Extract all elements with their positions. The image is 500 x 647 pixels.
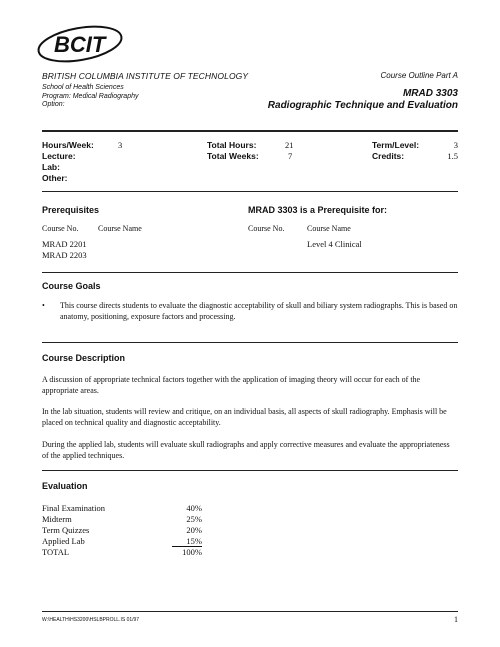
divider <box>42 342 458 343</box>
evaluation-row-item: Applied Lab <box>42 536 85 546</box>
description-paragraph: In the lab situation, students will review and critique, on an individual basis, all aspects of skull radiography. Emphasis will be placed on technical quality and diagnostic acceptability. <box>42 407 447 427</box>
total-weeks-label: Total Weeks: <box>207 151 259 161</box>
term-level-value: 3 <box>453 140 458 150</box>
evaluation-row-pct: 20% <box>186 525 202 535</box>
prereq-course-row: MRAD 2201 <box>42 239 87 249</box>
total-hours-label: Total Hours: <box>207 140 257 150</box>
evaluation-row-item: Midterm <box>42 514 72 524</box>
course-goals-heading: Course Goals <box>42 281 101 291</box>
other-label: Other: <box>42 173 68 183</box>
bcit-logo <box>36 22 128 66</box>
program-name: Program: Medical Radiography <box>42 92 139 100</box>
hours-week-value: 3 <box>118 140 123 150</box>
course-description-heading: Course Description <box>42 353 126 363</box>
credits-value: 1.5 <box>447 151 458 161</box>
evaluation-total-label: TOTAL <box>42 547 70 557</box>
evaluation-row-item: Final Examination <box>42 503 106 513</box>
prereq-course-row: MRAD 2203 <box>42 250 87 260</box>
prereq-for-course-row: Level 4 Clinical <box>307 239 362 249</box>
option-label: Option: <box>42 101 65 109</box>
evaluation-heading: Evaluation <box>42 481 88 491</box>
credits-label: Credits: <box>372 151 405 161</box>
total-hours-value: 21 <box>285 140 294 150</box>
prerequisites-heading: Prerequisites <box>42 205 100 215</box>
evaluation-row-item: Term Quizzes <box>42 525 90 535</box>
page-number: 1 <box>454 615 458 624</box>
divider <box>42 272 458 273</box>
file-reference: W:\HEALTH\HS3200\HSLBPROLL.IS 01/97 <box>42 617 140 623</box>
prereq-for-col-course-name: Course Name <box>307 224 351 233</box>
course-goal-item: This course directs students to evaluate the diagnostic acceptability of skull and biliary system radiographs. This is based on anatomy, positioning, exposure factors and processing. <box>60 301 458 321</box>
bullet-icon: • <box>42 301 45 310</box>
term-level-label: Term/Level: <box>372 140 420 150</box>
divider <box>42 470 458 471</box>
evaluation-row-pct: 40% <box>186 503 202 513</box>
evaluation-total-value: 100% <box>182 547 202 557</box>
prereq-col-course-no: Course No. <box>42 224 79 233</box>
description-paragraph: A discussion of appropriate technical factors together with the application of imaging theory will occur for each of the appropriate areas. <box>42 375 421 395</box>
evaluation-row-pct: 15% <box>172 536 202 547</box>
school-info <box>42 84 139 110</box>
lecture-label: Lecture: <box>42 151 76 161</box>
prereq-for-col-course-no: Course No. <box>248 224 285 233</box>
divider <box>42 130 458 132</box>
svg-text:BCIT: BCIT <box>54 32 106 57</box>
institute-name: BRITISH COLUMBIA INSTITUTE OF TECHNOLOGY <box>42 71 249 81</box>
evaluation-row-pct: 25% <box>186 514 202 524</box>
outline-label: Course Outline Part A <box>380 71 458 80</box>
footer-divider <box>42 611 458 612</box>
prereq-for-heading: MRAD 3303 is a Prerequisite for: <box>248 205 388 215</box>
divider <box>42 191 458 192</box>
description-paragraph: During the applied lab, students will evaluate skull radiographs and apply corrective measures and evaluate the appropriateness of the applied techniques. <box>42 440 450 460</box>
course-title: Radiographic Technique and Evaluation <box>267 100 458 111</box>
hours-week-label: Hours/Week: <box>42 140 94 150</box>
course-code: MRAD 3303 <box>402 88 458 99</box>
lab-label: Lab: <box>42 162 60 172</box>
prereq-col-course-name: Course Name <box>98 224 142 233</box>
school-name: School of Health Sciences <box>42 84 124 91</box>
total-weeks-value: 7 <box>288 151 293 161</box>
